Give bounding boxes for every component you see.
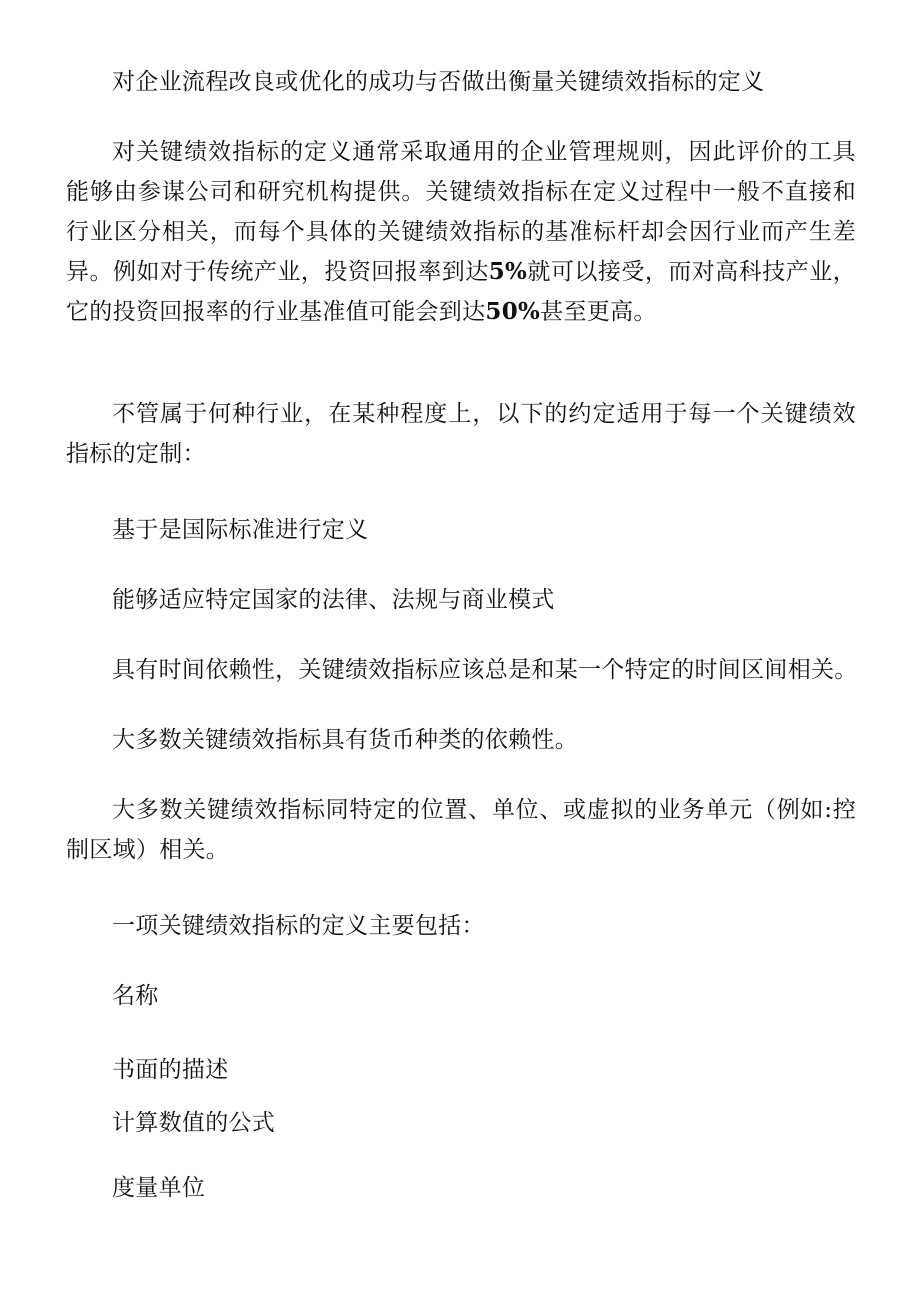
paragraph-definition-contents-intro: 一项关键绩效指标的定义主要包括： xyxy=(112,913,485,939)
paragraph-kpi-general-rules xyxy=(66,132,856,332)
list-item-name: 名称 xyxy=(112,983,159,1009)
paragraph-conventions-intro: 不管属于何种行业，在某种程度上，以下的约定适用于每一个关键绩效指标的定制： xyxy=(66,401,856,467)
list-item-description: 书面的描述 xyxy=(112,1057,229,1083)
list-item-unit-of-measure: 度量单位 xyxy=(112,1175,206,1201)
roi-traditional-value: 5% xyxy=(488,258,528,285)
paragraph-text: 甚至更高。 xyxy=(540,299,657,325)
list-item-formula: 计算数值的公式 xyxy=(112,1110,276,1136)
roi-hightech-value: 50% xyxy=(485,298,541,325)
paragraph-text: 对关键绩效指标的定义通常采取通用的企业管理规则，因此评价的工具能够由参谋公司和研究机构提供。关键绩效指标在定义过程中一般不直接和行业区分相关，而每个具体的关键绩效指标的基准标杆却会因行业而产生差异。例如对于传统产业，投资回报率到达 xyxy=(66,139,856,285)
paragraph-kpi-definition-heading: 对企业流程改良或优化的成功与否做出衡量关键绩效指标的定义 xyxy=(112,69,765,95)
paragraph-text: 就可以接受，而对高科技产业，它的投资回报率的行业基准值可能会到达 xyxy=(66,259,856,325)
list-item-location-dependency: 大多数关键绩效指标同特定的位置、单位、或虚拟的业务单元（例如:控制区域）相关。 xyxy=(66,797,856,863)
list-item-national-laws: 能够适应特定国家的法律、法规与商业模式 xyxy=(112,587,555,613)
list-item-international-standard: 基于是国际标准进行定义 xyxy=(112,517,369,543)
list-item-currency-dependency: 大多数关键绩效指标具有货币种类的依赖性。 xyxy=(112,727,578,753)
list-item-time-dependency: 具有时间依赖性，关键绩效指标应该总是和某一个特定的时间区间相关。 xyxy=(112,657,858,683)
